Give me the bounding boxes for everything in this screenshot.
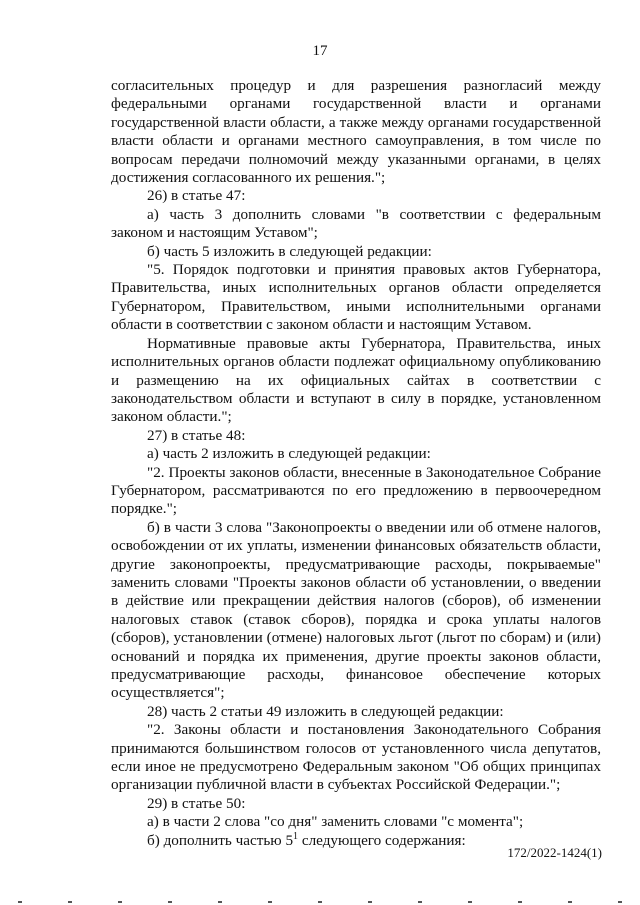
scan-edge-marks — [0, 901, 640, 905]
last-paragraph-start: б) дополнить частью 5 — [147, 831, 294, 849]
paragraph: согласительных процедур и для разрешения разногласий между федеральными органами государственной власти и органами государственной власти области, а также между органами государственной власти области и органами местного самоуправления, в том числе по вопросам передачи полномочий между указанными органами, в целях достижения согласованного их решения."; — [111, 77, 601, 187]
document-body — [111, 77, 601, 850]
paragraph: а) часть 3 дополнить словами "в соответствии с федеральным законом и настоящим Уставом"; — [111, 205, 601, 242]
page-number: 17 — [312, 43, 328, 59]
superscript: 1 — [293, 830, 299, 842]
paragraph: б) часть 5 изложить в следующей редакции: — [147, 242, 432, 260]
paragraph: а) часть 2 изложить в следующей редакции: — [147, 445, 431, 463]
paragraph: 29) в статье 50: — [147, 794, 246, 812]
paragraph: б) в части 3 слова "Законопроекты о введении или об отмене налогов, освобождении от их уплаты, изменении финансовых обязательств области, другие законопроекты, предусматривающие расходы, покрываемые" заменить словами "Проекты законов области об установлении, о введении в действие или прекращении действия налогов (сборов), об изменении налоговых ставок (ставок сборов), порядка и срока уплаты налогов (сборов), установлении (отмене) налоговых льгот (льгот по сборам) и (или) оснований и порядка их применения, другие проекты законов области, предусматривающие расходы, финансовое обеспечение которых осуществляется"; — [111, 518, 601, 702]
document-code: 172/2022-1424(1) — [507, 845, 602, 860]
paragraph: "5. Порядок подготовки и принятия правовых актов Губернатора, Правительства, иных исполнительных органов области определяется Губернатором, Правительством, иными исполнительными органами области в соответствии с законом области и настоящим Уставом. — [111, 261, 601, 334]
paragraph: 26) в статье 47: — [147, 187, 246, 205]
last-paragraph-end: следующего содержания: — [298, 831, 466, 849]
paragraph: Нормативные правовые акты Губернатора, Правительства, иных исполнительных органов области подлежат официальному опубликованию и размещению на их официальных сайтах в соответствии с законодательством области и вступают в силу в порядке, установленном законом области."; — [111, 334, 601, 426]
paragraph: а) в части 2 слова "со дня" заменить словами "с момента"; — [147, 813, 524, 831]
paragraph: "2. Проекты законов области, внесенные в Законодательное Собрание Губернатором, рассматриваются по его предложению в первоочередном порядке."; — [111, 463, 601, 518]
paragraph: 28) часть 2 статьи 49 изложить в следующей редакции: — [147, 702, 504, 720]
paragraph: "2. Законы области и постановления Законодательного Собрания принимаются большинством голосов от установленного числа депутатов, если иное не предусмотрено Федеральным законом "Об общих принципах организации публичной власти в субъектах Российской Федерации."; — [111, 721, 601, 794]
paragraph: 27) в статье 48: — [147, 426, 246, 444]
